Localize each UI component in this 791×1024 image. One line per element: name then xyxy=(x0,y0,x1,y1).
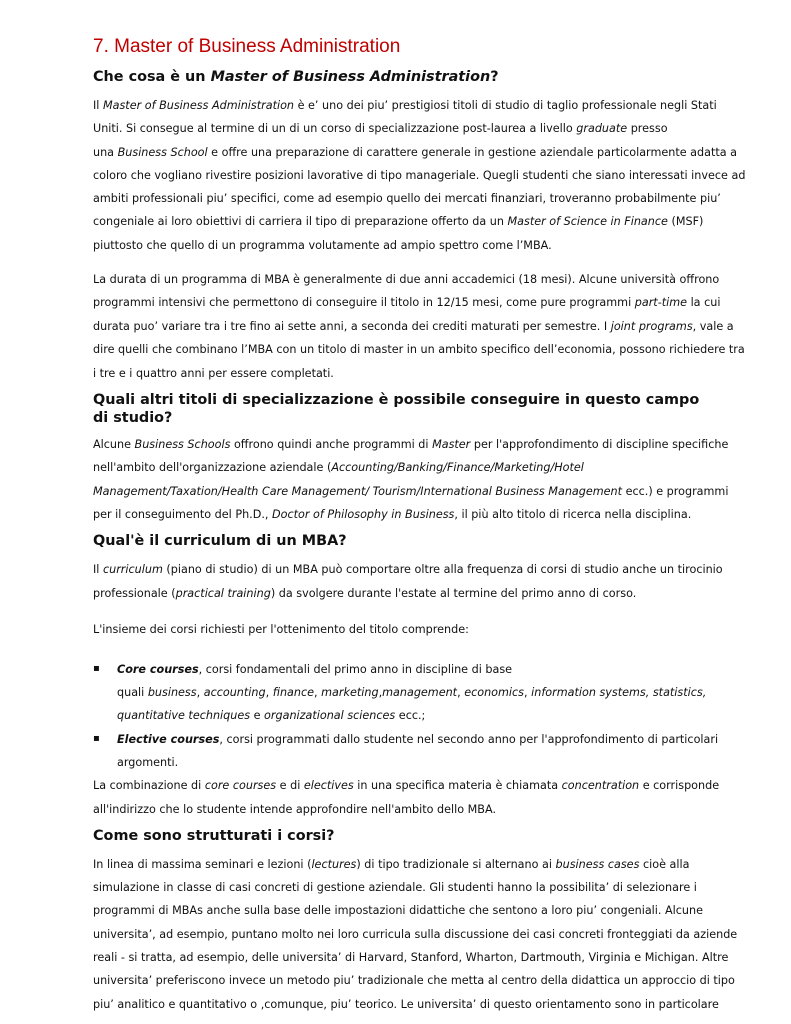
paragraph-line: durata puo’ variare tra i tre fino ai sette anni, a seconda dei crediti maturati per semestre. I joint programs, vale a xyxy=(93,320,734,333)
section-heading-course-structure: Come sono strutturati i corsi? xyxy=(93,828,335,844)
paragraph-line: La durata di un programma di MBA è generalmente di due anni accademici (18 mesi). Alcune università offrono xyxy=(93,273,720,286)
paragraph-line: Il Master of Business Administration è e’ uno dei piu’ prestigiosi titoli di studio di taglio professionale negli Stati xyxy=(93,99,717,112)
section-heading-what-is-mba: Che cosa è un Master of Business Administration? xyxy=(93,69,499,85)
paragraph-line: L'insieme dei corsi richiesti per l'ottenimento del titolo comprende: xyxy=(93,623,469,636)
list-item-line: argomenti. xyxy=(117,756,179,769)
paragraph-line: reali - si tratta, ad esempio, delle universita’ di Harvard, Stanford, Wharton, Dartmouth, Virginia e Michigan. Altre xyxy=(93,951,729,964)
paragraph-line: piuttosto che quello di un programma volutamente ad ampio spettro come l’MBA. xyxy=(93,239,552,252)
paragraph-line: dire quelli che combinano l’MBA con un titolo di master in un ambito specifico dell’economia, possono richiedere tra xyxy=(93,343,745,356)
paragraph-line: universita’, ad esempio, puntano molto nei loro curricula sulla discussione dei casi concreti fronteggiati da aziende xyxy=(93,928,738,941)
paragraph-line: Uniti. Si consegue al termine di un di un corso di specializzazione post-laurea a livello graduate presso xyxy=(93,122,668,135)
section-heading-curriculum: Qual'è il curriculum di un MBA? xyxy=(93,533,347,549)
paragraph-line: congeniale ai loro obiettivi di carriera il tipo di preparazione offerto da un Master of Science in Finance (MSF) xyxy=(93,215,704,228)
paragraph-line: professionale (practical training) da svolgere durante l'estate al termine del primo anno di corso. xyxy=(93,587,637,600)
paragraph-line: La combinazione di core courses e di electives in una specifica materia è chiamata concentration e corrisponde xyxy=(93,779,720,792)
list-item-line: quali business, accounting, finance, marketing,management, economics, information systems, statistics, xyxy=(117,686,707,699)
paragraph-line: i tre e i quattro anni per essere completati. xyxy=(93,367,334,380)
paragraph-line: ambiti professionali piu’ specifici, come ad esempio quello dei mercati finanziari, troveranno probabilmente piu’ xyxy=(93,192,721,205)
paragraph-line: universita’ preferiscono invece un metodo piu’ tradizionale che metta al centro della didattica un approccio di tipo xyxy=(93,974,735,987)
paragraph-line: simulazione in classe di casi concreti di gestione aziendale. Gli studenti hanno la possibilita’ di selezionare i xyxy=(93,881,697,894)
paragraph-line: Management/Taxation/Health Care Management/ Tourism/International Business Management ecc.) e programmi xyxy=(93,485,729,498)
paragraph-line: Alcune Business Schools offrono quindi anche programmi di Master per l'approfondimento di discipline specifiche xyxy=(93,438,729,451)
paragraph-line: programmi di MBAs anche sulla base delle impostazioni didattiche che sentono a loro piu’ congeniali. Alcune xyxy=(93,904,703,917)
list-item-core-courses: Core courses, corsi fondamentali del primo anno in discipline di base xyxy=(117,663,513,676)
bullet-icon: ▪ xyxy=(93,663,100,674)
paragraph-line: per il conseguimento del Ph.D., Doctor of Philosophy in Business, il più alto titolo di ricerca nella disciplina. xyxy=(93,508,692,521)
paragraph-line: Il curriculum (piano di studio) di un MBA può comportare oltre alla frequenza di corsi di studio anche un tirocinio xyxy=(93,563,723,576)
paragraph-line: nell'ambito dell'organizzazione aziendale (Accounting/Banking/Finance/Marketing/Hotel xyxy=(93,461,584,474)
paragraph-line: coloro che vogliano rivestire posizioni lavorative di tipo manageriale. Quegli studenti che siano interessati invece ad xyxy=(93,169,746,182)
paragraph-line: all'indirizzo che lo studente intende approfondire nell'ambito dello MBA. xyxy=(93,803,496,816)
paragraph-line: una Business School e offre una preparazione di carattere generale in gestione aziendale particolarmente adatta a xyxy=(93,146,738,159)
section-heading-other-degrees: Quali altri titoli di specializzazione è possibile conseguire in questo campo di studio? xyxy=(93,392,700,426)
paragraph-line: programmi intensivi che permettono di conseguire il titolo in 12/15 mesi, come pure programmi part-time la cui xyxy=(93,296,721,309)
bullet-icon: ▪ xyxy=(93,733,100,744)
paragraph-line: piu’ analitico e quantitativo o ,comunque, piu’ teorico. Le universita’ di questo orientamento sono in particolare xyxy=(93,998,719,1011)
list-item-elective-courses: Elective courses, corsi programmati dallo studente nel secondo anno per l'approfondimento di particolari xyxy=(117,733,719,746)
page-title: 7. Master of Business Administration xyxy=(93,36,401,57)
list-item-line: quantitative techniques e organizational sciences ecc.; xyxy=(117,709,426,722)
paragraph-line: In linea di massima seminari e lezioni (lectures) di tipo tradizionale si alternano ai business cases cioè alla xyxy=(93,858,690,871)
